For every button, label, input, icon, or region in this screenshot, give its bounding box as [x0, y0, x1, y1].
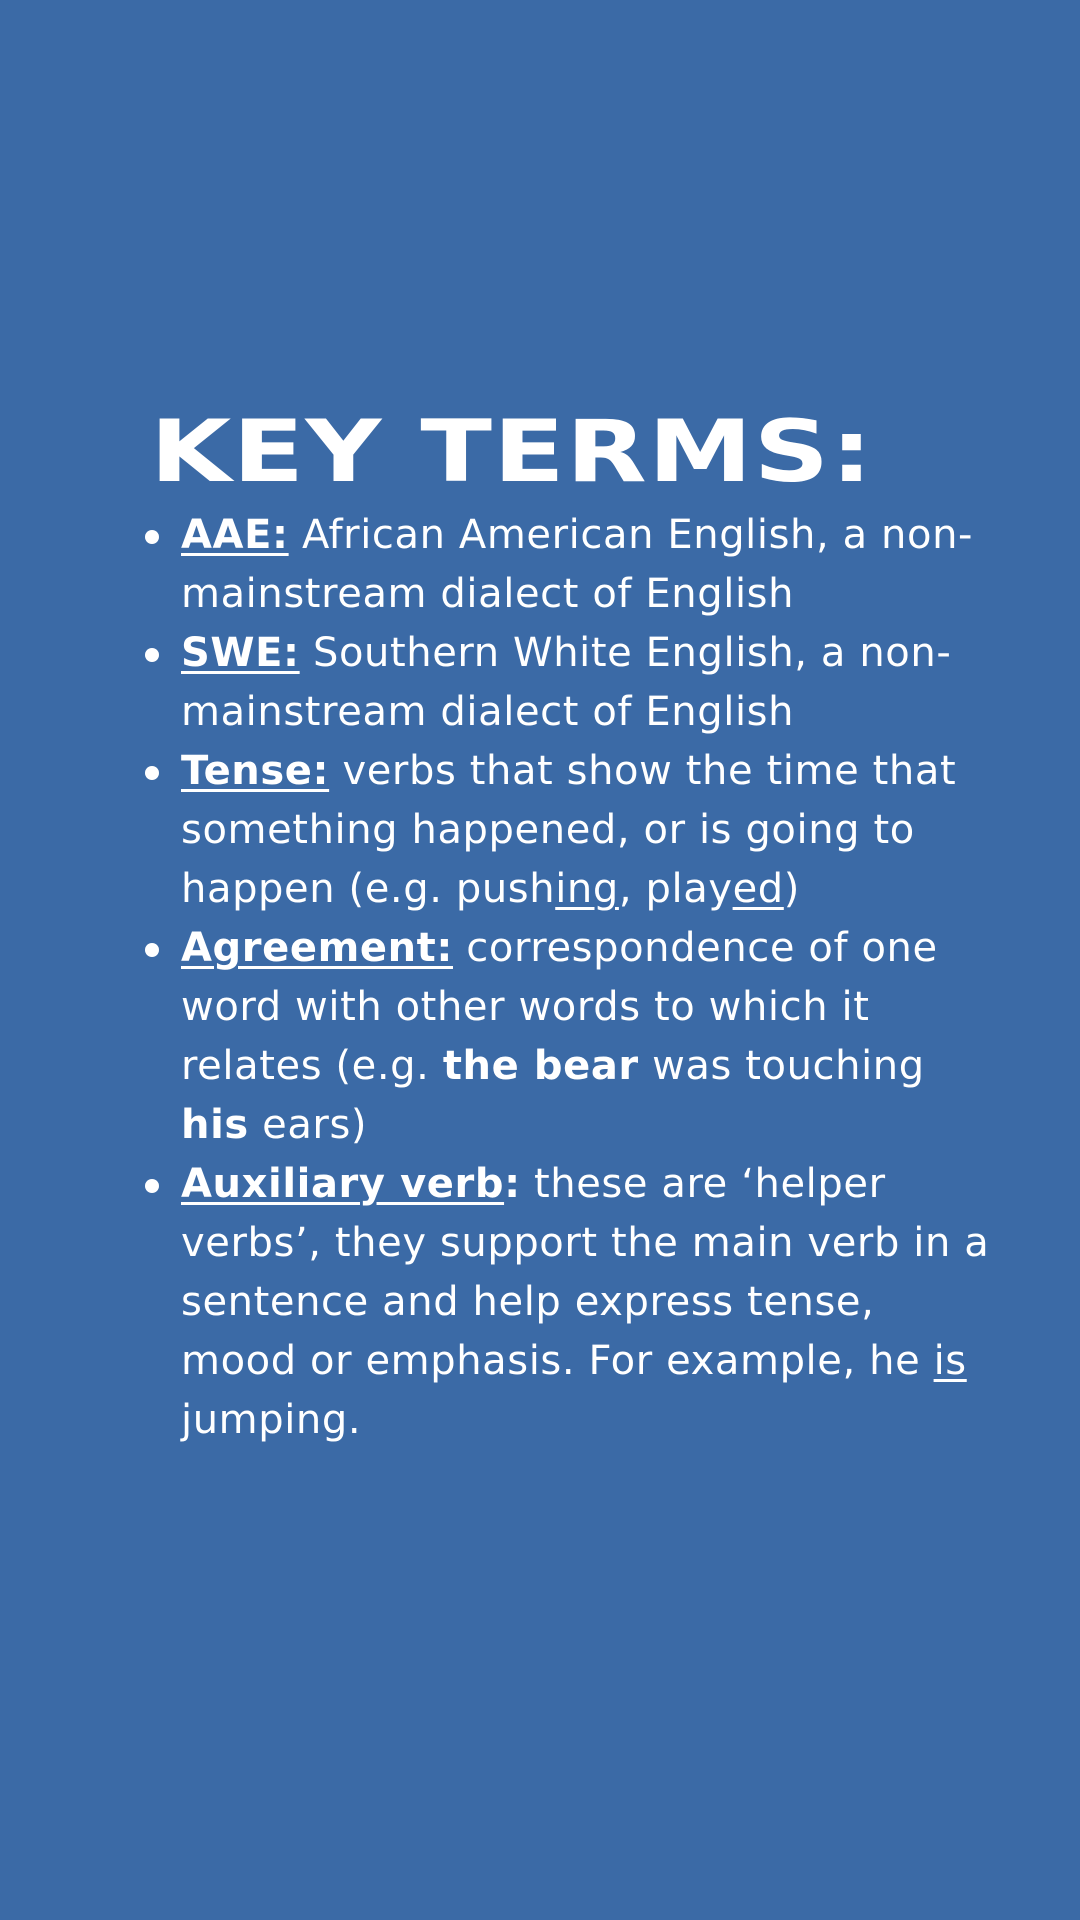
- term-agreement: [140, 919, 1000, 1155]
- bullet-icon: [145, 530, 159, 544]
- term-swe: [140, 624, 1000, 742]
- term-label: Tense:: [181, 748, 330, 794]
- term-tense: [140, 742, 1000, 919]
- term-definition: ears): [248, 1102, 368, 1148]
- underlined-suffix: ing: [555, 866, 619, 912]
- term-label: Auxiliary verb: [181, 1161, 505, 1207]
- term-aae: [140, 506, 1000, 624]
- term-label: Agreement:: [181, 925, 453, 971]
- term-label-colon: :: [504, 1161, 521, 1207]
- bullet-icon: [145, 943, 159, 957]
- term-definition: ): [783, 866, 801, 912]
- term-definition: was touching: [638, 1043, 925, 1089]
- term-definition: verbs that show the time that something happened, or is going to happen (e.g. push: [181, 748, 957, 912]
- bold-example: his: [181, 1102, 249, 1148]
- term-definition: jumping.: [181, 1397, 362, 1443]
- term-definition: these are ‘helper verbs’, they support the main verb in a sentence and help express tense, mood or emphasis. For example, he: [181, 1161, 990, 1384]
- term-label: SWE:: [181, 630, 300, 676]
- term-definition: correspondence of one word with other words to which it relates (e.g.: [181, 925, 938, 1089]
- bullet-icon: [145, 648, 159, 662]
- term-definition: , play: [618, 866, 733, 912]
- bullet-icon: [145, 766, 159, 780]
- term-auxiliary-verb: [140, 1155, 1000, 1450]
- bullet-icon: [145, 1179, 159, 1193]
- underlined-example: is: [933, 1338, 967, 1384]
- term-label: AAE:: [181, 512, 289, 558]
- term-definition: Southern White English, a non-mainstream dialect of English: [181, 630, 952, 735]
- term-definition: African American English, a non-mainstream dialect of English: [181, 512, 974, 617]
- page-title: KEY TERMS:: [150, 402, 874, 502]
- bold-example: the bear: [442, 1043, 639, 1089]
- key-terms-list: [140, 506, 1000, 1450]
- underlined-suffix: ed: [732, 866, 784, 912]
